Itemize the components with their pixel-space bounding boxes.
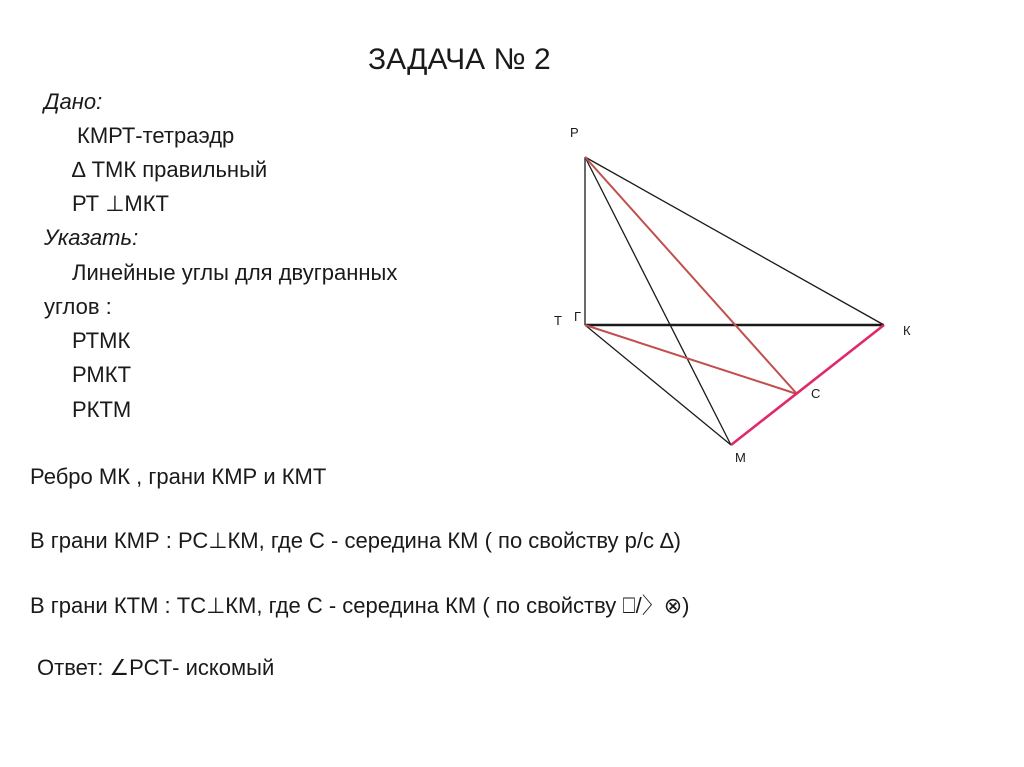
given-item-perpendicular: РТ ⊥МКТ (72, 191, 169, 216)
edge-tm (585, 325, 731, 445)
find-header: Указать: (44, 225, 139, 250)
page-title: ЗАДАЧА № 2 (368, 43, 551, 76)
answer-line: Ответ: ∠РСТ- искомый (37, 655, 275, 680)
edge-km (731, 325, 884, 445)
find-item-pmkt: РМКТ (72, 362, 132, 387)
face-ktm-line: В грани КТМ : ТС⊥КМ, где С - середина КМ ( по свойству ⎕/〉⊗) (30, 593, 690, 618)
edge-pm (585, 157, 731, 445)
vertex-label-p: Р (570, 125, 579, 140)
given-header: Дано: (44, 89, 103, 114)
edge-faces-line: Ребро МК , грани КМР и КМТ (30, 464, 327, 489)
vertex-label-k: К (903, 323, 911, 338)
find-item-pktm: РКТМ (72, 397, 132, 422)
vertex-label-t: Т (554, 313, 562, 328)
edge-pk (585, 157, 884, 325)
right-angle-mark: Г (574, 309, 582, 324)
face-kmp-line: В грани КМР : РС⊥КМ, где С - середина КМ ( по свойству р/с ∆) (30, 528, 681, 553)
given-item-regular-triangle: ∆ ТМК правильный (72, 157, 268, 182)
find-item-ptmk: РТМК (72, 328, 131, 353)
given-item-tetrahedron: КМРТ-тетраэдр (77, 123, 235, 148)
find-line-1: Линейные углы для двугранных (72, 260, 398, 285)
find-line-2: углов : (44, 294, 112, 319)
vertex-label-m: М (735, 450, 746, 465)
vertex-label-c: С (811, 386, 821, 401)
